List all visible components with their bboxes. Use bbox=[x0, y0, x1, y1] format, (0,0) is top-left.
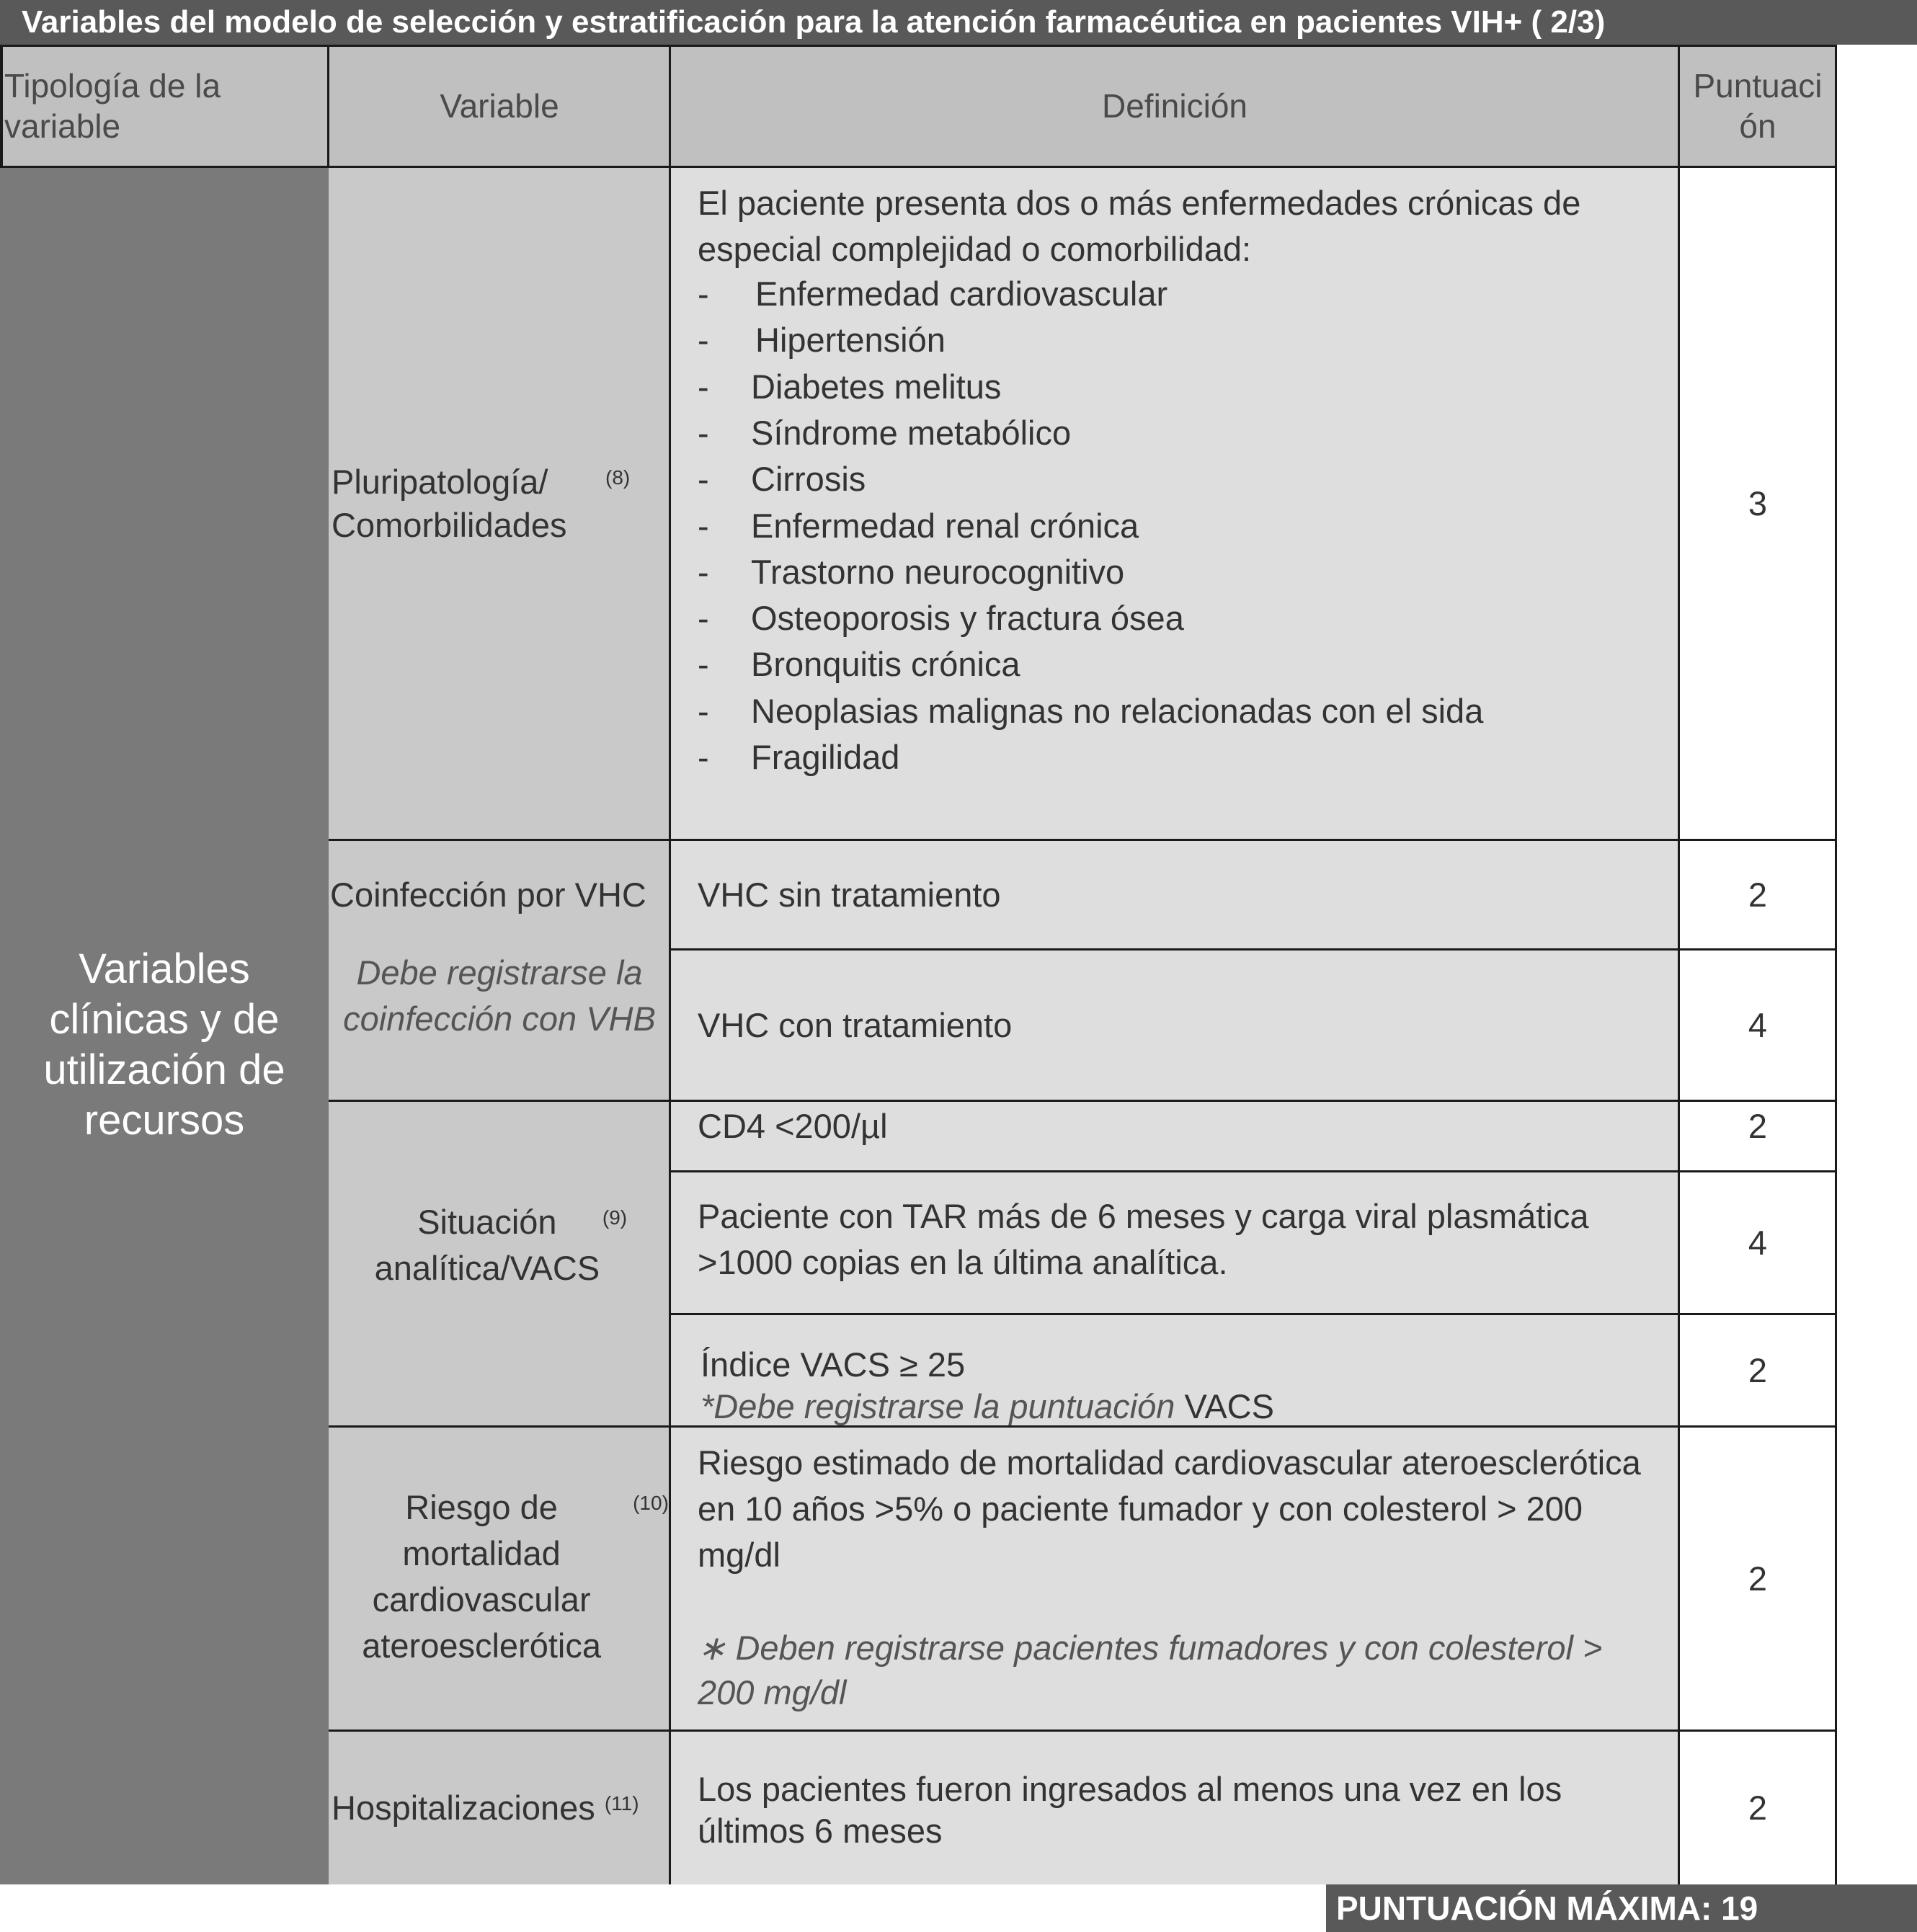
points-vhc-con: 4 bbox=[1679, 950, 1836, 1101]
list-item-text: Fragilidad bbox=[751, 738, 900, 776]
table-title: Variables del modelo de selección y estratificación para la atención farmacéutica en pacientes VIH+ ( 2/3) bbox=[0, 0, 1917, 45]
definition-carga-viral: Paciente con TAR más de 6 meses y carga viral plasmática >1000 copias en la última analítica. bbox=[670, 1172, 1679, 1314]
list-dash: - bbox=[698, 367, 709, 406]
list-item bbox=[698, 456, 866, 502]
points-pluripatologia: 3 bbox=[1679, 167, 1836, 840]
variable-vhc-label: Coinfección por VHC bbox=[330, 876, 646, 914]
max-score-badge: PUNTUACIÓN MÁXIMA: 19 bbox=[1326, 1884, 1917, 1932]
grid-line bbox=[0, 166, 1837, 168]
grid-line bbox=[670, 948, 1837, 951]
list-item-text: Enfermedad renal crónica bbox=[751, 506, 1139, 545]
list-dash: - bbox=[698, 552, 709, 591]
points-riesgo: 2 bbox=[1679, 1427, 1836, 1731]
variable-hospitalizaciones bbox=[329, 1731, 670, 1884]
list-dash: - bbox=[698, 691, 709, 730]
list-item bbox=[698, 595, 1184, 641]
grid-line bbox=[327, 45, 329, 167]
grid-line bbox=[0, 45, 1837, 47]
grid-line bbox=[0, 45, 3, 167]
list-item-text: Diabetes melitus bbox=[751, 367, 1002, 406]
list-item-text: Osteoporosis y fractura ósea bbox=[751, 599, 1184, 638]
list-item bbox=[698, 549, 1124, 595]
list-item bbox=[698, 734, 899, 780]
grid-line bbox=[329, 1730, 1837, 1732]
variable-pluripatologia-label: Pluripatología/ Comorbilidades$^{(8)}$ bbox=[332, 463, 631, 544]
definition-vacs-note: *Debe registrarse la puntuación VACS bbox=[700, 1387, 1274, 1425]
grid-line bbox=[670, 1170, 1837, 1172]
definition-vacs-text: Índice VACS ≥ 25 bbox=[700, 1345, 966, 1384]
header-tipologia-label: Tipología de la variable bbox=[4, 67, 221, 145]
header-definicion bbox=[670, 45, 1679, 167]
grid-line bbox=[329, 1100, 1837, 1102]
list-dash: - bbox=[698, 321, 709, 360]
list-item-text: Trastorno neurocognitivo bbox=[751, 552, 1125, 591]
list-item-text: Bronquitis crónica bbox=[751, 645, 1020, 684]
definition-vhc-con: VHC con tratamiento bbox=[670, 950, 1679, 1101]
list-item-text: Hipertensión bbox=[755, 321, 946, 360]
tipologia-label: Variables clínicas y de utilización de recursos bbox=[43, 945, 285, 1144]
grid-line bbox=[1678, 45, 1680, 1884]
variable-vhc-note: Debe registrarse la coinfección con VHB bbox=[343, 953, 656, 1038]
list-item-text: Enfermedad cardiovascular bbox=[755, 275, 1168, 313]
header-definicion-label: Definición bbox=[1102, 87, 1247, 125]
definition-riesgo-text: Riesgo estimado de mortalidad cardiovascular ateroesclerótica en 10 años >5% o paciente fumador y con colesterol > 200 mg/dl bbox=[698, 1443, 1641, 1574]
variable-hospitalizaciones-label: Hospitalizaciones $^{(11)}$ bbox=[332, 1788, 639, 1827]
header-variable bbox=[329, 45, 670, 167]
list-item bbox=[698, 503, 1139, 549]
list-dash: - bbox=[698, 506, 709, 545]
grid-line bbox=[1835, 45, 1837, 1884]
points-vacs: 2 bbox=[1679, 1314, 1836, 1427]
list-item bbox=[698, 271, 1167, 317]
points-vhc-sin: 2 bbox=[1679, 840, 1836, 950]
points-hospitalizaciones: 2 bbox=[1679, 1731, 1836, 1884]
grid-line bbox=[669, 45, 671, 1884]
definition-cd4: CD4 <200/µl bbox=[670, 1101, 1679, 1172]
list-dash: - bbox=[698, 645, 709, 684]
list-dash: - bbox=[698, 413, 709, 452]
list-item-text: Neoplasias malignas no relacionadas con el sida bbox=[751, 691, 1484, 730]
list-item bbox=[698, 641, 1020, 687]
list-item bbox=[698, 688, 1483, 734]
header-puntuacion-label: Puntuaci ón bbox=[1693, 67, 1823, 145]
list-dash: - bbox=[698, 599, 709, 638]
list-dash: - bbox=[698, 460, 709, 499]
definition-vhc-sin: VHC sin tratamiento bbox=[670, 840, 1679, 950]
grid-line bbox=[670, 1313, 1837, 1315]
list-item-text: Síndrome metabólico bbox=[751, 413, 1072, 452]
list-item bbox=[698, 364, 1001, 410]
header-puntuacion bbox=[1679, 45, 1836, 167]
list-item bbox=[698, 317, 946, 363]
variable-pluripatologia bbox=[329, 167, 670, 840]
pluripatologia-intro: El paciente presenta dos o más enfermedades crónicas de especial complejidad o comorbilidad: bbox=[698, 184, 1581, 268]
header-variable-label: Variable bbox=[440, 87, 559, 125]
variable-analitica-label: Situación analítica/VACS$^{(9)}$ bbox=[374, 1203, 628, 1287]
variable-riesgo-label: Riesgo de mortalidad cardiovascular ateroesclerótica$^{(10)}$ bbox=[362, 1488, 669, 1665]
definition-riesgo-note: ∗ Deben registrarse pacientes fumadores y con colesterol > 200 mg/dl bbox=[698, 1629, 1603, 1711]
points-cd4: 2 bbox=[1679, 1101, 1836, 1172]
list-item-text: Cirrosis bbox=[751, 460, 866, 499]
header-tipologia bbox=[0, 45, 329, 167]
list-dash: - bbox=[698, 738, 709, 776]
points-carga-viral: 4 bbox=[1679, 1172, 1836, 1314]
grid-line bbox=[329, 1425, 1837, 1428]
definition-hospitalizaciones: Los pacientes fueron ingresados al menos una vez en los últimos 6 meses bbox=[670, 1731, 1679, 1884]
list-dash: - bbox=[698, 275, 709, 313]
list-item bbox=[698, 410, 1071, 456]
grid-line bbox=[329, 839, 1837, 841]
